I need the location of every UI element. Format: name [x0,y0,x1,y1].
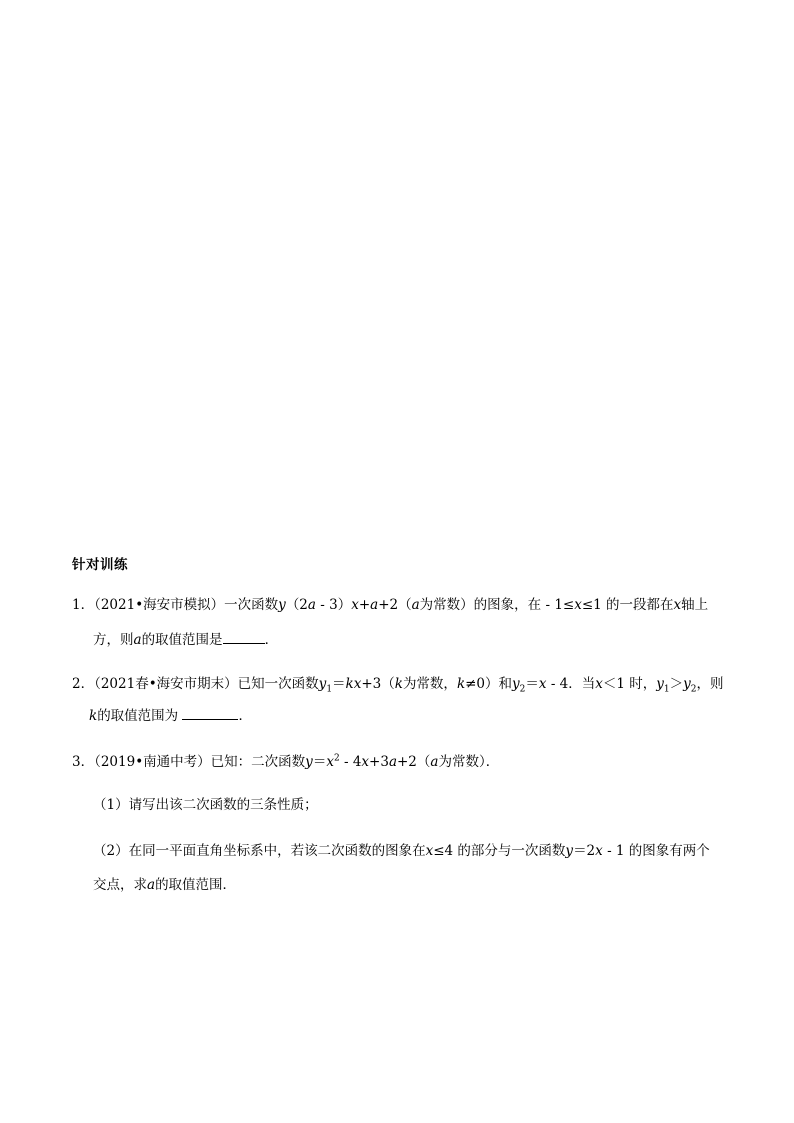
question-1-line-1: 1．（2021•海安市模拟）一次函数y（2a - 3）x+a+2（a为常数）的图象，在 - 1≤x≤1 的一段都在x轴上 [72,597,709,613]
question-3-line-1: 3．（2019•南通中考）已知：二次函数$y=x^2 - 4x+3a+2(a$为常数）． [72,753,500,770]
section-heading: 针对训练 [72,557,128,573]
question-number: 2． [72,676,95,692]
question-source: （2019•南通中考） [94,754,211,770]
question-source: （2021•海安市模拟） [94,597,225,613]
question-number: 1． [72,597,95,613]
question-2-line-1: 2．（2021春•海安市期末）已知一次函数$y_1=kx+3(k$为常数，k≠0）和$y_2=x - 4$．当x＜1 时，$y_1>y_2$，则 [72,676,724,695]
question-3-part-2-line-1: （2）在同一平面直角坐标系中，若该二次函数的图象在x≤4 的部分与一次函数y＝2x - 1 的图象有两个 [93,843,710,859]
question-3-part-1: （1）请写出该二次函数的三条性质； [93,797,318,813]
question-3-part-2-line-2: 交点，求a的取值范围． [93,877,237,893]
question-source: （2021春•海安市期末） [94,676,238,692]
question-2-line-2: k的取值范围为 ． [89,708,252,724]
question-1-line-2: 方，则a的取值范围是 ． [93,632,279,648]
answer-blank[interactable] [223,631,265,644]
answer-blank[interactable] [182,707,238,720]
question-number: 3． [72,754,95,770]
